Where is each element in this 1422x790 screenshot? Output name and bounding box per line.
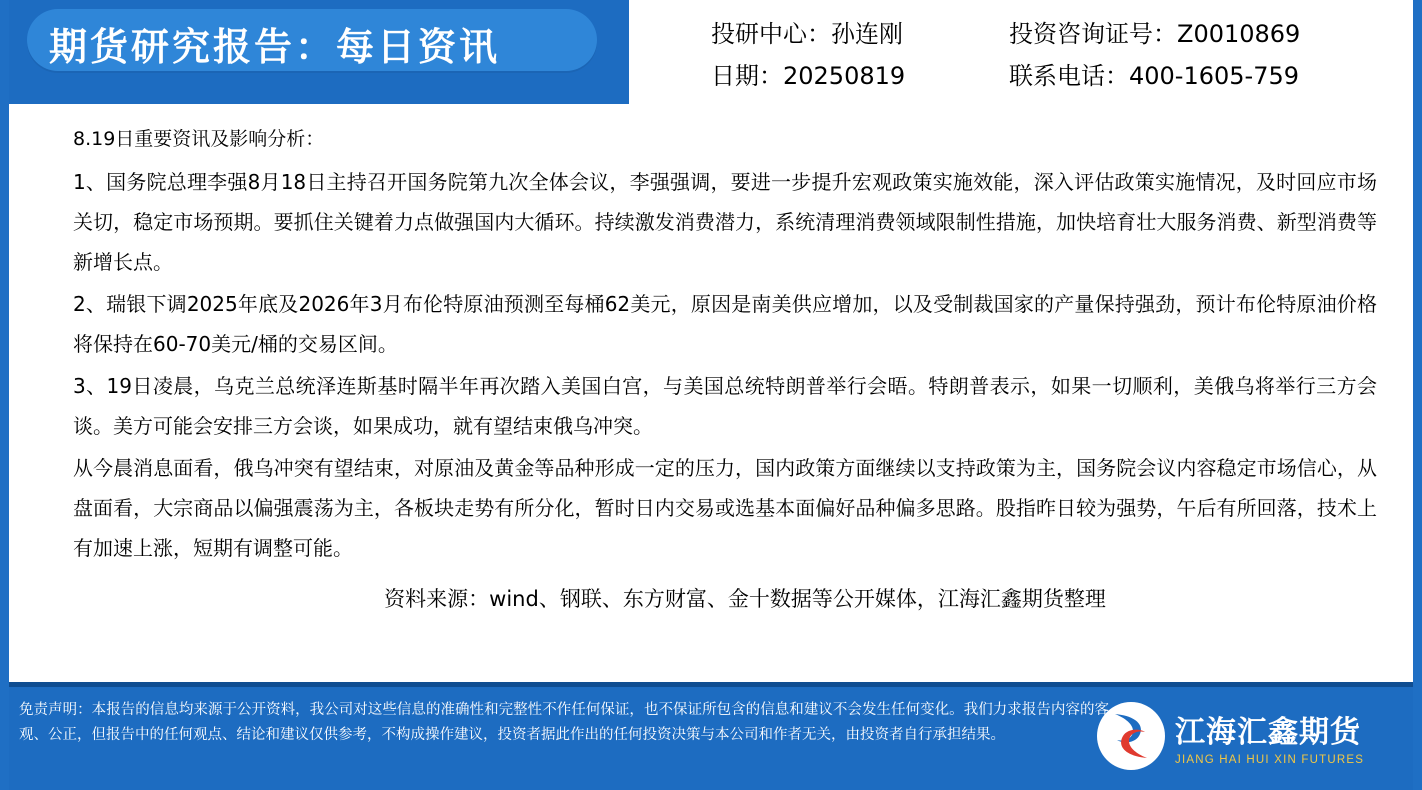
company-logo-text (1175, 707, 1364, 766)
header-left-band (9, 0, 629, 104)
report-date-label: 日期：20250819 (711, 62, 906, 90)
body-paragraph: 2、瑞银下调2025年底及2026年3月布伦特原油预测至每桶62美元，原因是南美供应增加，以及受制裁国家的产量保持强劲，预计布伦特原油价格将保持在60-70美元/桶的交易区间。 (73, 292, 1377, 356)
page-header (9, 0, 1413, 104)
body-lead: 8.19日重要资讯及影响分析： (73, 128, 325, 150)
page-title: 期货研究报告：每日资讯 (49, 25, 501, 69)
page-footer (9, 682, 1413, 790)
contact-phone-label: 联系电话：400-1605-759 (1009, 62, 1300, 90)
disclaimer-text: 免责声明：本报告的信息均来源于公开资料，我公司对这些信息的准确性和完整性不作任何保证，也不保证所包含的信息和建议不会发生任何变化。我们力求报告内容的客观、公正，但报告中的任何观点、结论和建议仅供参考，不构成操作建议，投资者据此作出的任何投资决策与本公司和作者无关，由投资者自行承担结果。 (19, 702, 1109, 743)
header-meta-area (629, 0, 1413, 104)
company-logo (1095, 696, 1395, 776)
license-number-label: 投资咨询证号：Z0010869 (1009, 20, 1301, 48)
company-name-cn: 江海汇鑫期货 (1175, 714, 1361, 750)
body-paragraph: 1、国务院总理李强8月18日主持召开国务院第九次全体会议，李强强调，要进一步提升宏观政策实施效能，深入评估政策实施情况，及时回应市场关切，稳定市场预期。要抓住关键着力点做强国内大循环。持续激发消费潜力，系统清理消费领域限制性措施，加快培育壮大服务消费、新型消费等新增长点。 (73, 170, 1377, 274)
footer-divider (9, 682, 1413, 687)
report-body (9, 104, 1413, 682)
body-paragraph: 3、19日凌晨，乌克兰总统泽连斯基时隔半年再次踏入美国白宫，与美国总统特朗普举行会晤。特朗普表示，如果一切顺利，美俄乌将举行三方会谈。美方可能会安排三方会谈，如果成功，就有望结束俄乌冲突。 (73, 374, 1377, 438)
body-paragraph: 从今晨消息面看，俄乌冲突有望结束，对原油及黄金等品种形成一定的压力，国内政策方面继续以支持政策为主，国务院会议内容稳定市场信心，从盘面看，大宗商品以偏强震荡为主，各板块走势有所分化，暂时日内交易或选基本面偏好品种偏多思路。股指昨日较为强势，午后有所回落，技术上有加速上涨，短期有调整可能。 (73, 456, 1377, 560)
company-logo-icon (1095, 700, 1167, 772)
source-note: 资料来源：wind、钢联、东方财富、金十数据等公开媒体，江海汇鑫期货整理 (384, 587, 1106, 611)
company-name-en: JIANG HAI HUI XIN FUTURES (1175, 753, 1365, 766)
research-center-label: 投研中心：孙连刚 (711, 20, 903, 48)
